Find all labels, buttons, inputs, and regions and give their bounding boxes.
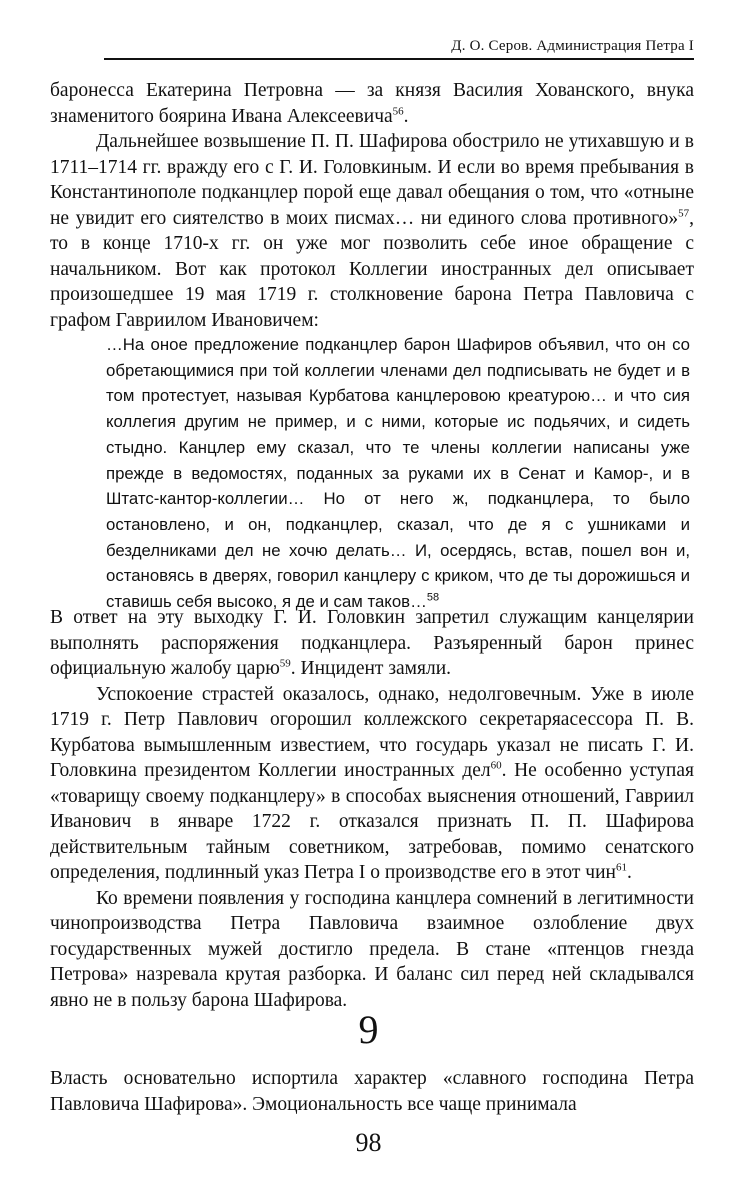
- paragraph-text: . Не особенно уступая «товарищу своему подканцлеру» в способах выяснения отношений, Гавриил Иванович в январе 1722 г. отказался признать П. П. Шафирова действительным тайным советником, затребовав, помимо сенатского определения, подлинный указ Петра I о производстве его в этот чин: [50, 760, 694, 883]
- paragraph-text: Дальнейшее возвышение П. П. Шафирова обострило не утихавшую и в 1711–1714 гг. вражду его с Г. И. Головкиным. И если во время пребывания в Константинополе подканцлер порой еще давал обещания о том, что «отныне не увидит его сиятелство в моих писмах… ни единого слова противного»: [50, 131, 694, 229]
- middle-text-block: [50, 605, 694, 1013]
- paragraph: [50, 129, 694, 333]
- paragraph-text: , то в конце 1710-х гг. он уже мог позволить себе иное обращение с начальником. Вот как протокол Коллегии иностранных дел описывает произошедшее 19 мая 1719 г. столкновение барона Петра Павловича с графом Гавриилом Ивановичем:: [50, 207, 694, 331]
- footnote-ref: 56: [392, 105, 404, 117]
- bottom-paragraph: Власть основательно испортила характер «славного господина Петра Павловича Шафирова». Эмоциональность все чаще принимала: [50, 1068, 694, 1115]
- footnote-ref: 60: [490, 759, 502, 772]
- paragraph-text: . Инцидент замяли.: [290, 658, 452, 679]
- header-rule: [104, 58, 694, 60]
- block-quote: [106, 332, 690, 615]
- section-number: 9: [358, 1007, 379, 1052]
- top-text-block: [50, 78, 694, 333]
- paragraph: [50, 886, 694, 1014]
- paragraph-text: Ко времени появления у господина канцлера сомнений в легитимности чинопроизводства Петра Павловича взаимное озлобление двух государственных мужей достигло предела. В стане «птенцов гнезда Петрова» назревала крутая разборка. И баланс сил перед ней складывался явно не в пользу барона Шафирова.: [50, 887, 694, 1011]
- footnote-ref: 59: [279, 657, 291, 670]
- paragraph-text: .: [626, 862, 632, 883]
- quote-text: …На оное предложение подканцлер барон Шафиров объявил, что он со обретающимися при той коллегии членами дел подписывать не будет и в том протестует, называя Курбатова канцлеровою креатурою… и что сия коллегия другим не пример, и с ними, которые ис подьячих, и сидеть стыдно. Канцлер ему сказал, что те члены коллегии написаны уже прежде в ведомостях, поданных за руками их в Сенат и Камор-, и в Штатс-кантор-коллегии… Но от него ж, подканцлера, то было остановлено, и он, подканцлер, сказал, что де я с ушниками и безделниками дел не хочю делать… И, осердясь, встав, пошел вон и, остановясь в дверях, говорил канцлеру с криком, что де ты дорожишься и ставишь себя высоко, я де и сам таков…: [106, 335, 690, 612]
- page-number: 98: [355, 1128, 382, 1157]
- paragraph-text: Успокоение страстей оказалось, однако, недолговечным. Уже в июле 1719 г. Петр Павлович огорошил коллежского секретаряасессора П. В. Курбатова вымышленным известием, что государь указал не писать Г. И. Головкина президентом Коллегии иностранных дел: [50, 683, 694, 781]
- running-head: Д. О. Серов. Администрация Петра I: [451, 38, 694, 54]
- paragraph: [50, 682, 694, 886]
- footnote-ref: 58: [426, 591, 440, 604]
- paragraph: [50, 605, 694, 682]
- footnote-ref: 57: [678, 207, 690, 219]
- paragraph-text: баронесса Екатерина Петровна — за князя Василия Хованского, внука знаменитого боярина Ивана Алексеевича: [50, 80, 694, 127]
- paragraph-text: В ответ на эту выходку Г. И. Головкин запретил служащим канцелярии выполнять распоряжения подканцлера. Разъяренный барон принес официальную жалобу царю: [50, 607, 694, 679]
- paragraph: баронесса Екатерина Петровна — за князя Василия Хованского, внука знаменитого боярина Ивана Алексеевича$^{56}$.: [50, 80, 694, 127]
- footnote-ref: 61: [615, 861, 627, 874]
